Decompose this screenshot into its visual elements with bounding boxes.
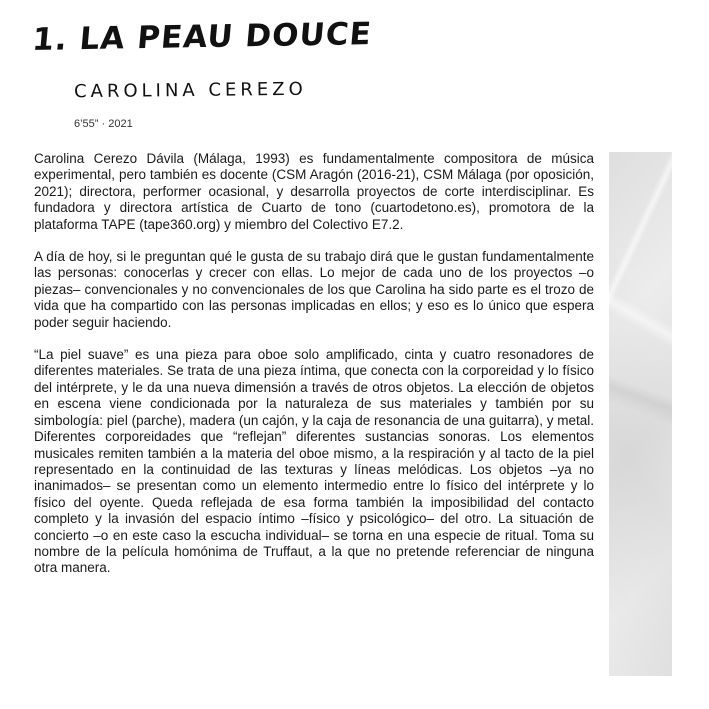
piece-title: 1. LA PEAU DOUCE <box>30 16 374 58</box>
personal-paragraph: A día de hoy, si le preguntan qué le gusta de su trabajo dirá que le gustan fundamentalmente las personas: conocerlas y crecer con ellas. Lo mejor de cada uno de los proyectos –o piezas– convencionales y no convencionales de los que Carolina ha sido parte es el trozo de vida que ha compartido con las personas implicadas en ellos; y eso es lo único que espera poder seguir haciendo. <box>34 249 594 330</box>
program-notes <box>34 151 594 593</box>
duration-year: 6’55” · 2021 <box>74 118 133 130</box>
composer-name: CAROLINA CEREZO <box>73 78 307 103</box>
piece-description-paragraph: “La piel suave” es una pieza para oboe solo amplificado, cinta y cuatro resonadores de diferentes materiales. Se trata de una pieza íntima, que conecta con la corporeidad y lo físico del intérprete, y le da una nueva dimensión a través de otros objetos. La elección de objetos en escena viene condicionada por la naturaleza de sus materiales y también por su simbología: piel (parche), madera (un cajón, y la caja de resonancia de una guitarra), y metal. Diferentes corporeidades que “reflejan” diferentes sustancias sonoras. Los elementos musicales remiten también a la materia del oboe mismo, a la respiración y al tacto de la piel representado en la continuidad de las texturas y líneas melódicas. Los objetos –ya no inanimados– se presentan como un elemento intermedio entre lo físico del intérprete y lo físico del oyente. Queda reflejada de esa forma también la imposibilidad del contacto completo y la invasión del espacio íntimo –físico y psicológico– del otro. La situación de concierto –o en este caso la escucha individual– se torna en una especie de ritual. Toma su nombre de la película homónima de Truffaut, a la que no pretende referenciar de ninguna otra manera. <box>34 347 594 576</box>
crumpled-paper-strip <box>609 152 672 676</box>
bio-paragraph: Carolina Cerezo Dávila (Málaga, 1993) es fundamentalmente compositora de música experimental, pero también es docente (CSM Aragón (2016-21), CSM Málaga (por oposición, 2021); directora, performer ocasional, y desarrolla proyectos de corte interdisciplinar. Es fundadora y directora artística de Cuarto de tono (cuartodetono.es), promotora de la plataforma TAPE (tape360.org) y miembro del Colectivo E7.2. <box>34 151 594 232</box>
